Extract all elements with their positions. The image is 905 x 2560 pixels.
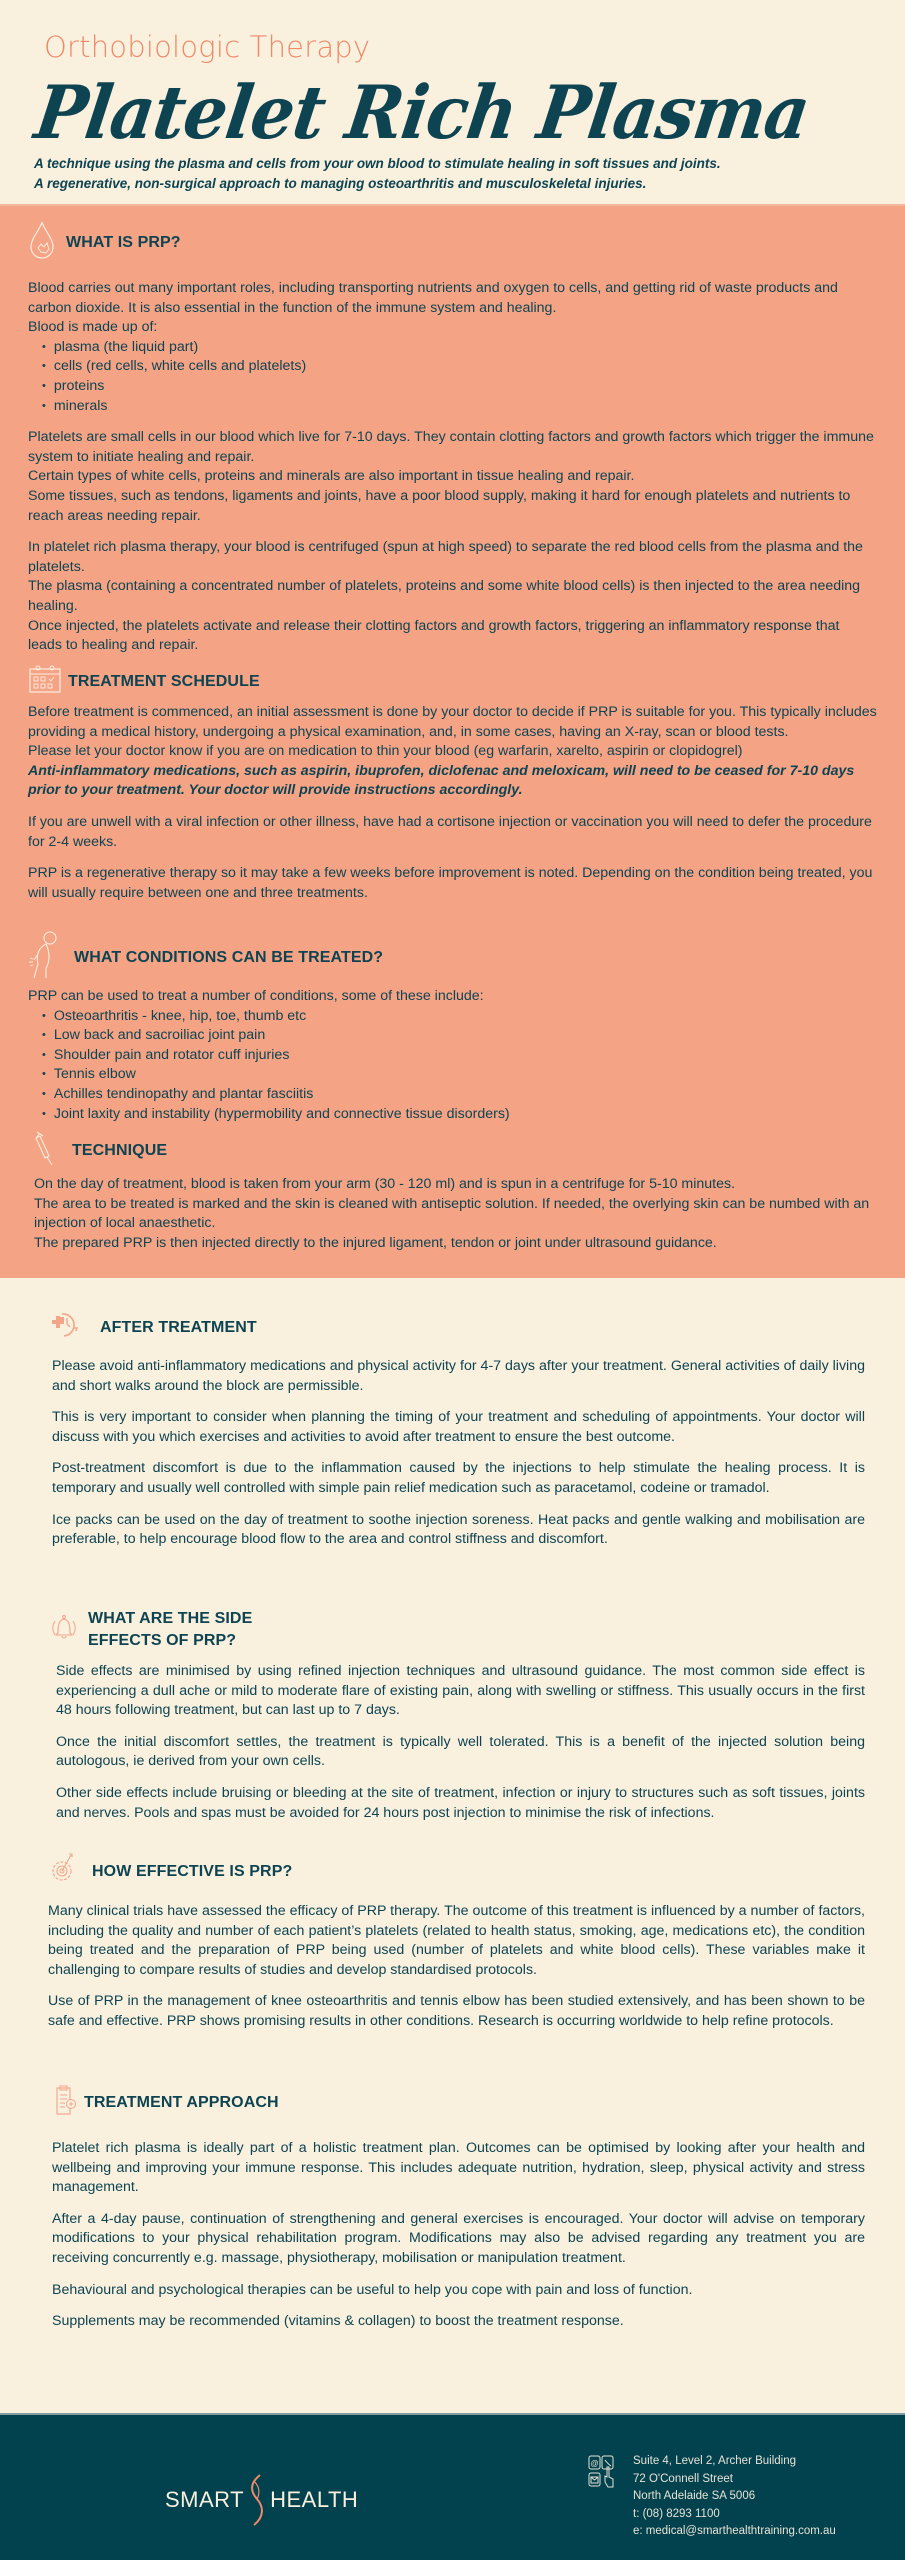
paragraph: This is very important to consider when planning the timing of your treatment and scheduling of appointments. Your doctor will discuss with you which exercises and activities to avoid after treatment to ensure the best outcome. [52,1409,865,1445]
logo-text: HEALTH [270,2487,359,2512]
paragraph: Blood carries out many important roles, including transporting nutrients and oxygen to cells, and getting rid of waste products and carbon dioxide. It is also essential in the function of the immune system and healing. [28,280,838,316]
paragraph: The area to be treated is marked and the skin is cleaned with antiseptic solution. If needed, the overlying skin can be numbed with an injection of local anaesthetic. [34,1195,870,1232]
section-heading [28,220,877,265]
warning-paragraph: Anti-inflammatory medications, such as aspirin, ibuprofen, diclofenac and meloxicam, will need to be ceased for 7-10 days prior to your treatment. Your doctor will provide instructions accordingly. [28,762,855,799]
what-is-prp-section [28,220,877,656]
paragraph: Platelet rich plasma is ideally part of a holistic treatment plan. Outcomes can be optimised by looking after your health and wellbeing and improving your immune response. This includes adequate nutrition, hydration, sleep, physical activity and stress management. [52,2140,865,2196]
page-kicker: Orthobiologic Therapy [44,30,371,64]
paragraph: Behavioural and psychological therapies can be useful to help you cope with pain and loss of function. [52,2281,693,2298]
section-title: AFTER TREATMENT [100,1318,257,1336]
section-title [88,1608,252,1652]
section-title: TREATMENT APPROACH [84,2093,279,2111]
paragraph: Use of PRP in the management of knee osteoarthritis and tennis elbow has been studied extensively, and has been shown to be safe and effective. PRP shows promising results in other conditions. Research is occurring worldwide to help refine protocols. [48,1993,865,2029]
paragraph: Before treatment is commenced, an initial assessment is done by your doctor to decide if PRP is suitable for you. This typically includes providing a medical history, undergoing a physical examination, and, in some cases, having an X-ray, scan or blood tests. [28,704,877,740]
info-panel [0,204,905,1278]
section-heading [34,1130,877,1171]
address-line: 72 O'Connell Street [633,2472,734,2485]
page-title: Platelet Rich Plasma [29,70,815,157]
list-item: • Achilles tendinopathy and plantar fasciitis [42,1085,877,1105]
paragraph: Many clinical trials have assessed the efficacy of PRP therapy. The outcome of this treatment is influenced by a number of factors, including the quality and number of each patient’s platelets (related to health status, smoking, age, medications etc), the condition being treated and the preparation of PRP being used (number of platelets and white blood cells). These variables make it challenging to compare results of studies and develop standardised protocols. [48,1903,865,1978]
back-pain-icon [28,930,58,985]
logo-text: SMART [165,2487,245,2512]
address-line: Suite 4, Level 2, Archer Building [633,2455,797,2467]
conditions-section [28,930,877,1124]
calendar-icon [28,664,62,699]
effectiveness-section [48,1851,865,2032]
tagline: A regenerative, non-surgical approach to managing osteoarthritis and musculoskeletal injuries. [34,176,647,191]
paragraph: Other side effects include bruising or bleeding at the site of treatment, infection or injury to structures such as soft tissues, joints and nerves. Pools and spas must be avoided for 24 hours post injection to minimise the risk of infections. [56,1784,865,1821]
conditions-list [28,1007,877,1125]
treatment-approach-section [52,2084,865,2332]
paragraph: PRP can be used to treat a number of conditions, some of these include: [28,988,484,1004]
list-item: • proteins [42,377,877,397]
section-title: TREATMENT SCHEDULE [68,672,260,690]
section-heading [28,664,877,699]
section-title-line: WHAT ARE THE SIDE [88,1610,253,1627]
paragraph: Please avoid anti-inflammatory medications and physical activity for 4-7 days after your treatment. General activities of daily living and short walks around the block are permissible. [52,1358,865,1394]
section-heading [52,1608,865,1652]
details-panel [0,1278,905,2415]
medical-clock-icon [52,1310,78,1345]
list-item: • Osteoarthritis - knee, hip, toe, thumb etc [42,1007,877,1027]
section-title: WHAT CONDITIONS CAN BE TREATED? [74,948,384,966]
paragraph: Once injected, the platelets activate and release their clotting factors and growth factors, triggering an inflammatory response that leads to healing and repair. [28,617,840,654]
section-title: TECHNIQUE [72,1141,168,1159]
paragraph: Post-treatment discomfort is due to the inflammation caused by the injections to help stimulate the healing process. It is temporary and usually well controlled with simple pain relief medication such as paracetamol, codeine or tramadol. [52,1460,865,1496]
paragraph: In platelet rich plasma therapy, your blood is centrifuged (spun at high speed) to separate the red blood cells from the plasma and the platelets. [28,539,863,575]
list-item: • Tennis elbow [42,1065,877,1085]
treatment-schedule-section [28,664,877,903]
blood-drop-icon [28,220,56,265]
list-item: • Joint laxity and instability (hypermobility and connective tissue disorders) [42,1105,877,1125]
paragraph: Some tissues, such as tendons, ligaments and joints, have a poor blood supply, making it hard for enough platelets and nutrients to reach areas needing repair. [28,487,851,524]
paragraph: Once the initial discomfort settles, the treatment is typically well tolerated. This is a benefit of the injected solution being autologous, ie derived from your own cells. [56,1733,865,1770]
phone-number[interactable]: t: (08) 8293 1100 [633,2507,720,2520]
section-title: HOW EFFECTIVE IS PRP? [92,1862,293,1880]
side-effects-section [52,1608,865,1823]
paragraph: The plasma (containing a concentrated number of platelets, proteins and some white blood cells) is then injected to the area needing healing. [28,578,861,614]
contact-icons [588,2455,616,2494]
paragraph: If you are unwell with a viral infection or other illness, have had a cortisone injection or vaccination you will need to defer the procedure for 2-4 weeks. [28,813,872,850]
target-icon [52,1851,74,1892]
paragraph: Supplements may be recommended (vitamins & collagen) to boost the treatment response. [52,2313,624,2330]
paragraph: Platelets are small cells in our blood which live for 7-10 days. They contain clotting factors and growth factors which trigger the immune system to initiate healing and repair. [28,429,874,465]
list-item: • cells (red cells, white cells and platelets) [42,357,877,377]
tagline: A technique using the plasma and cells from your own blood to stimulate healing in soft tissues and joints. [34,156,721,171]
section-heading [56,2084,865,2121]
paragraph: Certain types of white cells, proteins and minerals are also important in tissue healing and repair. [28,468,635,485]
list-item: • plasma (the liquid part) [42,338,877,358]
paragraph: Please let your doctor know if you are on medication to thin your blood (eg warfarin, xarelto, aspirin or clopidogrel) [28,743,743,760]
email-address[interactable]: e: medical@smarthealthtraining.com.au [633,2525,836,2538]
section-heading [52,1310,865,1345]
list-item: • minerals [42,397,877,417]
list-item: • Shoulder pain and rotator cuff injuries [42,1046,877,1066]
technique-section [34,1130,877,1253]
after-treatment-section [52,1310,865,1550]
page-header [0,0,905,204]
clipboard-icon [56,2084,76,2121]
svg-text:@: @ [590,2459,599,2468]
smart-health-logo [165,2473,358,2527]
paragraph: PRP is a regenerative therapy so it may take a few weeks before improvement is noted. Depending on the condition being treated, you will usually require between one and three treatments. [28,865,873,901]
address-line: North Adelaide SA 5006 [633,2490,756,2503]
footer [0,2413,905,2560]
paragraph: Ice packs can be used on the day of treatment to soothe injection soreness. Heat packs and gentle walking and mobilisation are preferable, to help encourage blood flow to the area and control stiffness and discomfort. [52,1511,865,1548]
section-heading [28,930,877,985]
paragraph: On the day of treatment, blood is taken from your arm (30 - 120 ml) and is spun in a centrifuge for 5-10 minutes. [34,1176,736,1192]
bell-icon [52,1613,76,1648]
section-title-line: EFFECTS OF PRP? [88,1632,237,1649]
list-item: • Low back and sacroiliac joint pain [42,1026,877,1046]
section-title: WHAT IS PRP? [66,233,181,251]
paragraph: Side effects are minimised by using refined injection techniques and ultrasound guidance. The most common side effect is experiencing a dull ache or mild to moderate flare of existing pain, along with swelling or stiffness. This usually occurs in the first 48 hours following treatment, but can last up to 7 days. [56,1663,865,1719]
paragraph: The prepared PRP is then injected directly to the injured ligament, tendon or joint under ultrasound guidance. [34,1234,717,1251]
contact-details [633,2453,836,2541]
paragraph: After a 4-day pause, continuation of strengthening and general exercises is encouraged. Your doctor will advise on temporary modifications to your physical rehabilitation program. Modifications may also be advised regarding any treatment you are receiving concurrently e.g. massage, physiotherapy, mobilisation or manipulation treatment. [52,2210,865,2266]
section-heading [52,1851,865,1892]
syringe-icon [34,1130,56,1171]
paragraph: Blood is made up of: [28,319,158,336]
dna-helix-icon [248,2473,266,2527]
blood-components-list [28,338,877,416]
